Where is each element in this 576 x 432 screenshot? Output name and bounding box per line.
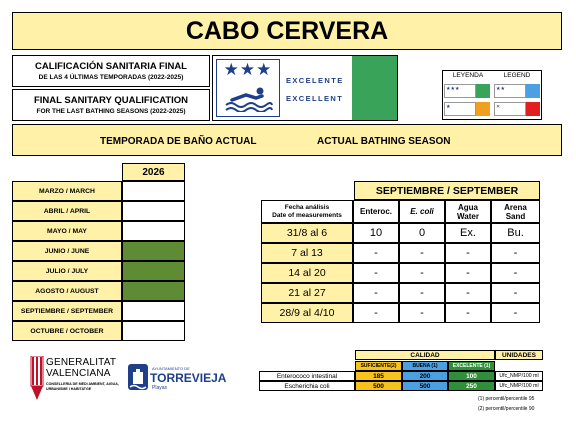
qualification-en-line1: FINAL SANITARY QUALIFICATION — [33, 95, 189, 106]
rating-label-en: EXCELLENT — [286, 94, 344, 103]
col-header-sand — [491, 200, 540, 223]
legend-stars-icon: ✕ — [496, 104, 501, 110]
month-label: JULIO / JULY — [12, 261, 122, 281]
season-year: 2026 — [122, 163, 185, 181]
quality-row-label: Enterococo intestinal — [259, 371, 355, 381]
month-status-cell — [122, 301, 185, 321]
qualification-es — [12, 55, 210, 87]
rating-color-strip — [352, 56, 397, 120]
swimmer-icon — [224, 86, 274, 112]
row-ecoli: - — [399, 303, 445, 323]
col-header-sand-en: Sand — [505, 211, 526, 221]
season-bar — [12, 124, 562, 156]
row-ecoli: - — [399, 243, 445, 263]
month-status-cell — [122, 321, 185, 341]
torrevieja-emblem-icon — [128, 364, 148, 390]
september-title: SEPTIEMBRE / SEPTEMBER — [354, 181, 540, 200]
col-header-water-en: Water — [457, 211, 479, 221]
quality-header: CALIDAD — [355, 350, 495, 360]
qualification-es-line2: DE LAS 4 ÚLTIMAS TEMPORADAS (2022-2025) — [38, 74, 184, 81]
row-entero: - — [353, 243, 399, 263]
quality-sufficient-header: SUFICIENTE(2) — [355, 361, 402, 371]
month-label: MAYO / MAY — [12, 221, 122, 241]
quality-excellent-header: EXCELENTE (1) — [448, 361, 495, 371]
col-header-date-es: Fecha análisis — [284, 203, 330, 211]
month-label: JUNIO / JUNE — [12, 241, 122, 261]
generalitat-subtitle: CONSELLERIA DE MEDI AMBIENT, AIGUA, URBANISME I HABITATGE — [46, 382, 119, 391]
legend-swatch — [476, 84, 490, 98]
col-header-ecoli: E. coli — [399, 200, 445, 223]
quality-good-value: 500 — [402, 381, 448, 391]
quality-unit: Ufc_NMP/100 ml — [495, 371, 543, 381]
row-water: - — [445, 303, 491, 323]
quality-row-label: Escherichia coli — [259, 381, 355, 391]
rating-stars-icon: ★★★ — [223, 60, 273, 79]
quality-good-header: BUENA (1) — [402, 361, 448, 371]
row-water: Ex. — [445, 223, 491, 243]
row-ecoli: - — [399, 283, 445, 303]
month-label: MARZO / MARCH — [12, 181, 122, 201]
col-header-water-es: Agua — [458, 202, 478, 212]
row-sand: Bu. — [491, 223, 540, 243]
month-label: AGOSTO / AUGUST — [12, 281, 122, 301]
row-water: - — [445, 283, 491, 303]
rating-label-es: EXCELENTE — [286, 76, 344, 85]
legend-swatch — [526, 102, 540, 116]
qualification-es-line1: CALIFICACIÓN SANITARIA FINAL — [35, 61, 187, 72]
torrevieja-subtitle: Playas — [152, 385, 168, 391]
row-date: 31/8 al 6 — [261, 223, 353, 243]
legend-label-es: LEYENDA — [452, 72, 484, 79]
row-date: 7 al 13 — [261, 243, 353, 263]
season-label-es: TEMPORADA DE BAÑO ACTUAL — [100, 136, 257, 147]
row-entero: - — [353, 303, 399, 323]
row-sand: - — [491, 263, 540, 283]
generalitat-line2: VALENCIANA — [46, 368, 111, 379]
beach-title: CABO CERVERA — [12, 12, 562, 50]
month-status-cell — [122, 281, 185, 301]
legend-stars-icon: ★★★ — [446, 86, 460, 92]
month-status-cell — [122, 221, 185, 241]
row-ecoli: 0 — [399, 223, 445, 243]
quality-unit: Ufc_NMP/100 ml — [495, 381, 543, 391]
quality-good-value: 200 — [402, 371, 448, 381]
row-entero: - — [353, 263, 399, 283]
col-header-sand-es: Arena — [504, 202, 527, 212]
generalitat-logo-text — [46, 357, 116, 379]
month-status-cell — [122, 241, 185, 261]
col-header-date-en: Date of measurements — [272, 211, 342, 219]
quality-sufficient-value: 500 — [355, 381, 402, 391]
month-status-cell — [122, 201, 185, 221]
col-header-date — [261, 200, 353, 223]
legend-swatch — [476, 102, 490, 116]
units-header: UNIDADES — [495, 350, 543, 360]
legend-stars-icon: ★ — [446, 104, 451, 110]
month-label: OCTUBRE / OCTOBER — [12, 321, 122, 341]
legend-swatch — [526, 84, 540, 98]
percentile-note-1: (1) percentil/percentile 95 — [478, 396, 535, 402]
month-status-cell — [122, 261, 185, 281]
row-entero: 10 — [353, 223, 399, 243]
row-ecoli: - — [399, 263, 445, 283]
row-date: 28/9 al 4/10 — [261, 303, 353, 323]
quality-excellent-value: 250 — [448, 381, 495, 391]
quality-excellent-value: 100 — [448, 371, 495, 381]
percentile-note-2: (2) percentil/percentile 90 — [478, 406, 535, 412]
row-date: 21 al 27 — [261, 283, 353, 303]
qualification-en — [12, 89, 210, 121]
generalitat-emblem-icon — [30, 356, 44, 402]
col-header-entero: Enteroc. — [353, 200, 399, 223]
legend-stars-icon: ★★ — [496, 86, 505, 92]
legend-label-en: LEGEND — [503, 72, 531, 79]
month-label: SEPTIEMBRE / SEPTEMBER — [12, 301, 122, 321]
col-header-water — [445, 200, 491, 223]
row-sand: - — [491, 303, 540, 323]
quality-sufficient-value: 185 — [355, 371, 402, 381]
row-water: - — [445, 263, 491, 283]
generalitat-line1: GENERALITAT — [46, 357, 117, 368]
qualification-en-line2: FOR THE LAST BATHING SEASONS (2022-2025) — [36, 108, 186, 115]
row-sand: - — [491, 283, 540, 303]
row-date: 14 al 20 — [261, 263, 353, 283]
month-label: ABRIL / APRIL — [12, 201, 122, 221]
row-entero: - — [353, 283, 399, 303]
row-sand: - — [491, 243, 540, 263]
season-label-en: ACTUAL BATHING SEASON — [317, 136, 451, 147]
torrevieja-name: TORREVIEJA — [150, 371, 227, 385]
row-water: - — [445, 243, 491, 263]
month-status-cell — [122, 181, 185, 201]
torrevieja-council-label: AYUNTAMIENTO DE — [152, 366, 190, 371]
